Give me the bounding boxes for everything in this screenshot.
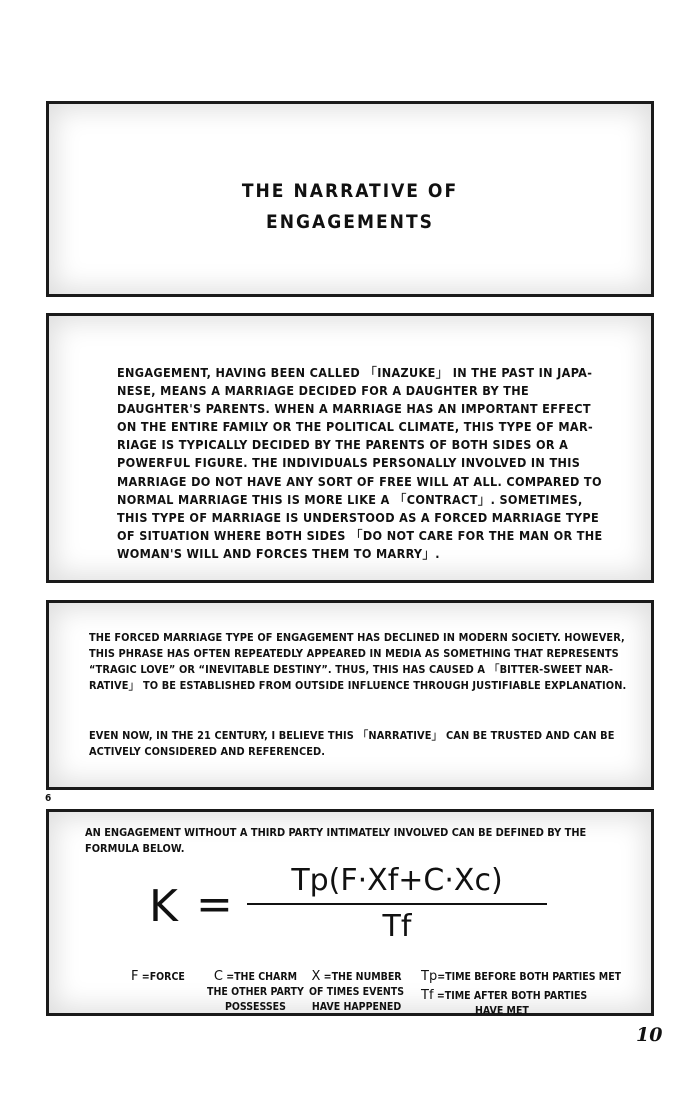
legend-symbol: C: [213, 969, 223, 984]
text-line: MARRIAGE DO NOT HAVE ANY SORT OF FREE WILL AT ALL. COMPARED TO: [117, 473, 602, 489]
legend-text: POSSESSES: [224, 1001, 286, 1013]
legend-symbol: X: [311, 969, 321, 984]
text-line: ON THE ENTIRE FAMILY OR THE POLITICAL CLIMATE, THIS TYPE OF MAR-: [117, 419, 593, 435]
title-panel: [46, 101, 654, 297]
text-line: “TRAGIC LOVE” OR “INEVITABLE DESTINY”. THUS, THIS HAS CAUSED A 「BITTER-SWEET NAR-: [89, 663, 614, 676]
page-number: 10: [636, 1024, 663, 1046]
legend-force: [131, 969, 185, 985]
text-line: THIS PHRASE HAS OFTEN REPEATEDLY APPEARED IN MEDIA AS SOMETHING THAT REPRESENTS: [89, 647, 619, 660]
formula-numerator: Tp(F·Xf+C·Xc): [291, 863, 503, 898]
legend-symbol: Tp: [421, 969, 438, 984]
legend-text: =THE CHARM: [226, 971, 298, 983]
text-line: POWERFUL FIGURE. THE INDIVIDUALS PERSONALLY INVOLVED IN THIS: [117, 455, 581, 471]
legend-text: =THE NUMBER: [323, 971, 402, 983]
definition-text: [117, 364, 603, 563]
chapter-title: [49, 176, 651, 238]
legend-text: HAVE MET: [475, 1005, 529, 1017]
commentary-text: [89, 630, 626, 760]
commentary-panel: [46, 600, 654, 790]
text-line: THE FORCED MARRIAGE TYPE OF ENGAGEMENT HAS DECLINED IN MODERN SOCIETY. HOWEVER,: [89, 631, 625, 644]
legend-text: HAVE HAPPENED: [311, 1001, 402, 1013]
text-line: WOMAN'S WILL AND FORCES THEM TO MARRY」.: [117, 545, 440, 561]
formula-intro: [85, 825, 586, 856]
formula-denominator: Tf: [382, 909, 412, 944]
formula-lhs: K: [149, 881, 178, 932]
text-line: NESE, MEANS A MARRIAGE DECIDED FOR A DAUGHTER BY THE: [117, 383, 530, 399]
text-line: RIAGE IS TYPICALLY DECIDED BY THE PARENTS OF BOTH SIDES OR A: [117, 437, 569, 453]
formula-panel: [46, 809, 654, 1016]
text-line: THIS TYPE OF MARRIAGE IS UNDERSTOOD AS A FORCED MARRIAGE TYPE: [117, 509, 600, 525]
engagement-formula: [49, 863, 651, 956]
text-line: ACTIVELY CONSIDERED AND REFERENCED.: [89, 745, 326, 758]
panel-number: 6: [45, 793, 52, 804]
fraction-bar: [247, 903, 547, 905]
text-line: DAUGHTER'S PARENTS. WHEN A MARRIAGE HAS AN IMPORTANT EFFECT: [117, 401, 591, 417]
text-line: FORMULA BELOW.: [85, 841, 185, 855]
definition-panel: [46, 313, 654, 583]
legend-symbol: F: [131, 969, 139, 984]
legend-text: =TIME BEFORE BOTH PARTIES MET: [437, 971, 622, 983]
legend-text: =FORCE: [141, 971, 185, 983]
text-line: RATIVE」 TO BE ESTABLISHED FROM OUTSIDE INFLUENCE THROUGH JUSTIFIABLE EXPLANATION.: [89, 679, 627, 692]
legend-text: THE OTHER PARTY: [207, 986, 304, 998]
legend-symbol: Tf: [421, 988, 434, 1003]
legend-number: [309, 969, 404, 1015]
title-line: ENGAGEMENTS: [266, 211, 434, 233]
text-line: OF SITUATION WHERE BOTH SIDES 「DO NOT CARE FOR THE MAN OR THE: [117, 527, 603, 543]
legend-text: OF TIMES EVENTS: [309, 986, 405, 998]
legend-time: [421, 969, 621, 1019]
text-line: EVEN NOW, IN THE 21 CENTURY, I BELIEVE THIS 「NARRATIVE」 CAN BE TRUSTED AND CAN BE: [89, 729, 615, 742]
title-line: THE NARRATIVE OF: [241, 180, 459, 202]
formula-equals: =: [196, 879, 233, 930]
text-line: ENGAGEMENT, HAVING BEEN CALLED 「INAZUKE」 IN THE PAST IN JAPA-: [117, 365, 593, 380]
paragraph-gap: [89, 694, 626, 728]
legend-text: =TIME AFTER BOTH PARTIES: [436, 990, 588, 1002]
legend-charm: [207, 969, 304, 1015]
text-line: NORMAL MARRIAGE THIS IS MORE LIKE A 「CONTRACT」. SOMETIMES,: [117, 491, 583, 507]
text-line: AN ENGAGEMENT WITHOUT A THIRD PARTY INTIMATELY INVOLVED CAN BE DEFINED BY THE: [85, 826, 587, 839]
